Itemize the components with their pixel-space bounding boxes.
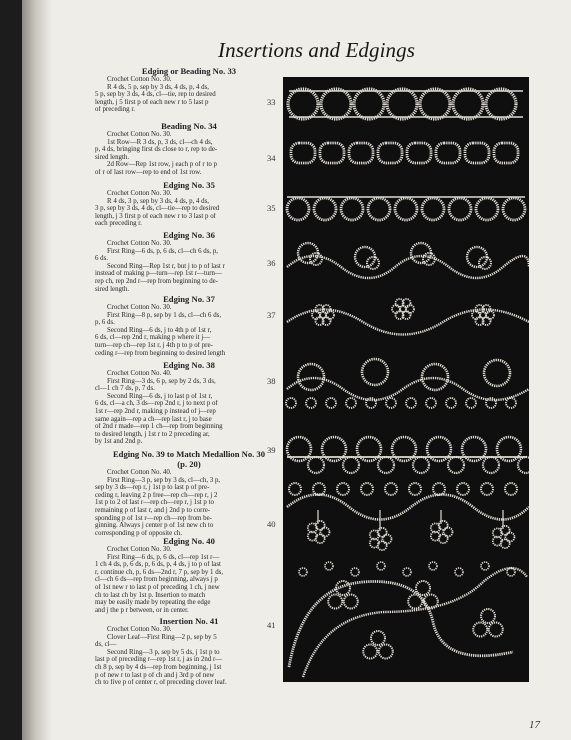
tatting-picot <box>403 568 411 576</box>
instruction-line: 6 ds. <box>95 255 109 263</box>
tatting-ring <box>288 89 318 119</box>
section-lines <box>95 469 283 537</box>
instruction-line: R 4 ds, 3 p, sep by 3 ds, 4 ds, p, 4 ds, <box>107 197 210 205</box>
instruction-line: sired length. <box>95 285 130 293</box>
instruction-line: Second Ring—3 p, sep by 5 ds, j 1st p to <box>107 648 220 656</box>
section-edging-35 <box>95 180 283 228</box>
instruction-line: R 4 ds, 5 p, sep by 3 ds, 4 ds, p, 4 ds, <box>107 83 210 91</box>
tatting-ring <box>413 457 429 473</box>
tatting-picot <box>446 398 456 408</box>
plate-number: 38 <box>267 376 276 386</box>
instruction-line: 1st r—rep 2nd r, making p instead of j—rep <box>95 407 216 415</box>
instruction-line: cl—ch 6 ds—rep from beginning, always j p <box>95 576 218 584</box>
instruction-line: sponding p of 1st r—rep ch—rep from be- <box>95 514 212 522</box>
instruction-line: of r of last row—rep to end of 1st row. <box>95 168 202 176</box>
tatting-picot <box>386 398 396 408</box>
instruction-line: Crochet Cotton No. 40. <box>107 469 172 476</box>
tatting-clover-ring <box>379 645 393 659</box>
tatting-ring <box>448 457 464 473</box>
tatting-picot <box>361 483 373 495</box>
section-lines <box>95 131 283 177</box>
instruction-line: and j the p r between, or in center. <box>95 606 189 614</box>
tatting-ring <box>367 257 379 269</box>
instruction-line: First Ring—3 p, sep by 3 ds, cl—ch, 3 p, <box>107 476 221 484</box>
section-heading: Edging No. 40 <box>163 536 215 546</box>
tatting-clover-ring <box>344 595 358 609</box>
tatting-ring <box>314 198 336 220</box>
tatting-picot <box>326 398 336 408</box>
section-heading: Insertion No. 41 <box>159 616 219 626</box>
tatting-ring <box>320 143 344 163</box>
instruction-line: ch to five p of center r, of preceding clover leaf. <box>95 679 227 687</box>
tatting-ring <box>420 89 450 119</box>
section-heading: Edging No. 38 <box>163 360 215 370</box>
instruction-line: Crochet Cotton No. 30. <box>107 240 172 247</box>
instruction-line: sep by 3 ds—rep r, j 1st p to last p of pre- <box>95 484 210 492</box>
instruction-line: ds, cl— <box>95 641 117 649</box>
tatting-picot <box>433 483 445 495</box>
instruction-line: 1 ch 4 ds, p, 6 ds, p, 6 ds, p, 4 ds, j to p of last <box>95 561 221 569</box>
tatting-picot <box>406 398 416 408</box>
section-lines <box>95 76 283 114</box>
plate-number: 36 <box>267 258 276 268</box>
instruction-line: of preceding r. <box>95 106 135 114</box>
tatting-ring <box>291 143 315 163</box>
tatting-ring <box>308 457 324 473</box>
instruction-line: 6 ds, cl—rep 2nd r, making p where it j— <box>95 334 211 342</box>
tatting-picot <box>426 398 436 408</box>
instruction-line: p, 4 ds, bringing first ds close to r, rep to de- <box>95 146 218 154</box>
tatting-ring <box>436 143 460 163</box>
section-lines <box>95 240 283 293</box>
tatting-ring <box>378 143 402 163</box>
book-page <box>22 0 571 740</box>
section-edging-40 <box>95 536 283 614</box>
instruction-line: rep ch, rep 2nd r—rep from beginning to de- <box>95 277 219 285</box>
instruction-line: by 1st and 2nd p. <box>95 438 143 446</box>
instruction-line: Crochet Cotton No. 30. <box>107 76 172 83</box>
tatting-ring <box>479 257 491 269</box>
section-edging-38 <box>95 360 283 446</box>
instruction-line: corresponding p of opposite ch. <box>95 529 183 537</box>
tatting-ring <box>387 89 417 119</box>
instruction-line: may be easily made by repeating the edge <box>95 599 211 607</box>
section-lines <box>95 626 283 687</box>
instruction-line: length, j 5 first p of each new r to 5 last p <box>95 98 209 106</box>
tatting-ring <box>518 457 529 473</box>
instruction-line: First Ring—8 p, sep by 1 ds, cl—ch 6 ds, <box>107 311 222 319</box>
tatting-ring <box>503 198 525 220</box>
instruction-line: cl—1 ch 7 ds, p, 7 ds. <box>95 385 155 393</box>
tatting-picot <box>457 483 469 495</box>
tatting-ring <box>407 143 431 163</box>
instruction-line: ch to last ch by 1st p. Insertion to match <box>95 591 206 599</box>
tatting-picot <box>466 398 476 408</box>
instruction-line: First Ring—3 ds, 6 p, sep by 2 ds, 3 ds, <box>107 377 216 385</box>
section-lines <box>95 546 283 614</box>
instruction-line: last p of preceding r—rep 1st r, j as in 2nd r— <box>95 656 223 664</box>
tatting-clover-ring <box>416 581 430 595</box>
tatting-ring <box>349 143 373 163</box>
tatting-ring <box>453 89 483 119</box>
section-heading: Edging or Beading No. 33 <box>141 66 237 76</box>
instruction-line: 1st Row—R 3 ds, p, 3 ds, cl—ch 4 ds, <box>107 138 213 146</box>
instruction-line: of 1st new r to last p of preceding 1 ch, j new <box>95 583 220 591</box>
instruction-line: 1st p to 2 of last r—rep ch—rep r, j 1st p to <box>95 499 214 507</box>
tatting-picot <box>337 483 349 495</box>
tatting-picot <box>306 398 316 408</box>
tatting-clover-ring <box>408 595 422 609</box>
instruction-line: of 2nd r made—rep 1 ch—rep from beginning <box>95 423 223 431</box>
tatting-ring <box>494 143 518 163</box>
section-heading: Edging No. 36 <box>163 230 215 240</box>
instruction-line: Crochet Cotton No. 30. <box>107 546 172 553</box>
page-number: 17 <box>529 719 540 731</box>
tatting-chain <box>287 256 529 278</box>
tatting-ring <box>310 253 322 265</box>
tatting-ring <box>321 89 351 119</box>
section-heading: Beading No. 34 <box>161 121 217 131</box>
lace-illustration <box>283 77 529 682</box>
tatting-ring <box>422 198 444 220</box>
plate-number: 35 <box>267 203 276 213</box>
instruction-line: r, continue ch, p, 6 ds—2nd r, 7 p, sep by 1 ds, <box>95 568 224 576</box>
tatting-ring <box>354 89 384 119</box>
tatting-clover-ring <box>424 595 438 609</box>
tatting-ring <box>343 457 359 473</box>
tatting-picot <box>313 483 325 495</box>
tatting-picot <box>351 568 359 576</box>
instruction-line: Second Ring—6 ds, j to 4th p of 1st r, <box>107 326 212 334</box>
instruction-line: Crochet Cotton No. 30. <box>107 190 172 197</box>
tatting-picot <box>299 568 307 576</box>
tatting-picot <box>377 562 385 570</box>
instruction-line: turn—rep ch—rep 1st r, j 4th p to p of pre- <box>95 341 213 349</box>
tatting-picot <box>481 483 493 495</box>
section-heading: Edging No. 37 <box>163 294 215 304</box>
tatting-picot <box>346 398 356 408</box>
instruction-line: Crochet Cotton No. 30. <box>107 626 172 633</box>
instruction-line: Clover Leaf—First Ring—2 p, sep by 5 <box>107 633 217 641</box>
instruction-line: 5 p, sep by 3 ds, 4 ds, cl—tie, rep to desired <box>95 91 216 99</box>
tatting-chain <box>287 378 529 400</box>
tatting-clover-ring <box>363 645 377 659</box>
instruction-line: p of new r to last p of ch and j 3rd p of new <box>95 671 215 679</box>
instruction-line: Second Ring—Rep 1st r, but j to p of last r <box>107 262 225 270</box>
section-edging-37 <box>95 294 283 357</box>
section-heading: Edging No. 39 to Match Medallion No. 30 <box>112 449 266 459</box>
tatting-chain <box>287 495 529 520</box>
tatting-ring <box>395 198 417 220</box>
instruction-line: sired length. <box>95 153 130 161</box>
page-gutter-shadow <box>22 0 52 740</box>
section-edging-36 <box>95 230 283 293</box>
tatting-chain <box>289 582 513 668</box>
tatting-picot <box>325 562 333 570</box>
tatting-ring <box>341 198 363 220</box>
tatting-clover-ring <box>371 631 385 645</box>
tatting-ring <box>476 198 498 220</box>
tatting-picot <box>455 568 463 576</box>
tatting-picot <box>385 483 397 495</box>
instruction-line: 2d Row—Rep 1st row, j each p of r to p <box>107 161 217 169</box>
tatting-picot <box>286 398 296 408</box>
instruction-line: same again—rep a ch—rep last r, j to base <box>95 415 212 423</box>
plate-number: 33 <box>267 97 276 107</box>
tatting-ring <box>423 253 435 265</box>
plate-number: 39 <box>267 445 276 455</box>
tatting-picot <box>289 483 301 495</box>
section-heading: Edging No. 35 <box>163 180 215 190</box>
section-lines <box>95 304 283 357</box>
instruction-line: 3 p, sep by 3 ds, 4 ds, cl—tie—rep to desired <box>95 205 220 213</box>
instruction-line: First Ring—6 ds, p, 6 ds, cl—rep 1st r— <box>107 553 220 561</box>
instruction-line: 6 ds, cl—a ch, 3 ds—rep 2nd r, j to next p of <box>95 400 218 408</box>
tatting-ring <box>368 198 390 220</box>
tatting-clover-ring <box>489 623 503 637</box>
tatting-ring <box>362 359 388 385</box>
instruction-line: Crochet Cotton No. 30. <box>107 304 172 311</box>
section-lines <box>95 190 283 228</box>
section-beading-34 <box>95 121 283 177</box>
tatting-samples-photo <box>283 77 529 682</box>
instruction-line: Second Ring—6 ds, j to last p of 1st r, <box>107 392 213 400</box>
tatting-clover-ring <box>328 595 342 609</box>
instruction-line: ceding r—rep from beginning to desired length <box>95 349 226 357</box>
instruction-line: each preceding r. <box>95 220 142 228</box>
tatting-picot <box>409 483 421 495</box>
instruction-line: p, 6 ds. <box>95 319 115 327</box>
instruction-line: ceding r, leaving 2 p free—rep ch—rep r, j 2 <box>95 491 218 499</box>
instruction-line: ginning. Always j center p of 1st new ch to <box>95 522 214 530</box>
instruction-line: ch 8 p, sep by 4 ds—rep from beginning, j 1st <box>95 663 222 671</box>
tatting-ring <box>449 198 471 220</box>
instruction-line: length, j 3 first p of each new r to 3 last p of <box>95 212 216 220</box>
tatting-clover-ring <box>481 609 495 623</box>
section-edging-33 <box>95 66 283 114</box>
section-lines <box>95 370 283 446</box>
instruction-line: Crochet Cotton No. 40. <box>107 370 172 377</box>
tatting-ring <box>483 457 499 473</box>
section-insertion-41 <box>95 616 283 687</box>
plate-number: 41 <box>267 620 276 630</box>
tatting-ring <box>287 198 309 220</box>
tatting-ring <box>465 143 489 163</box>
section-heading-continued: (p. 20) <box>177 459 201 469</box>
plate-number: 40 <box>267 519 276 529</box>
plate-number: 37 <box>267 310 276 320</box>
tatting-ring <box>484 360 510 386</box>
instruction-line: First Ring—6 ds, p, 6 ds, cl—ch 6 ds, p, <box>107 247 219 255</box>
tatting-picot <box>505 483 517 495</box>
instruction-line: to desired length, j 1st r to 2 preceding ar, <box>95 430 210 438</box>
tatting-clover-ring <box>473 623 487 637</box>
instruction-line: remaining p of last r, and j 2nd p to corre- <box>95 506 211 514</box>
tatting-ring <box>378 457 394 473</box>
page-title: Insertions and Edgings <box>218 38 416 62</box>
instruction-line: instead of making p—turn—rep 1st r—turn— <box>95 270 222 278</box>
section-edging-39 <box>95 449 283 537</box>
tatting-picot <box>429 562 437 570</box>
tatting-ring <box>486 89 516 119</box>
instruction-line: Crochet Cotton No. 30. <box>107 131 172 138</box>
plate-number: 34 <box>267 153 276 163</box>
tatting-picot <box>481 562 489 570</box>
